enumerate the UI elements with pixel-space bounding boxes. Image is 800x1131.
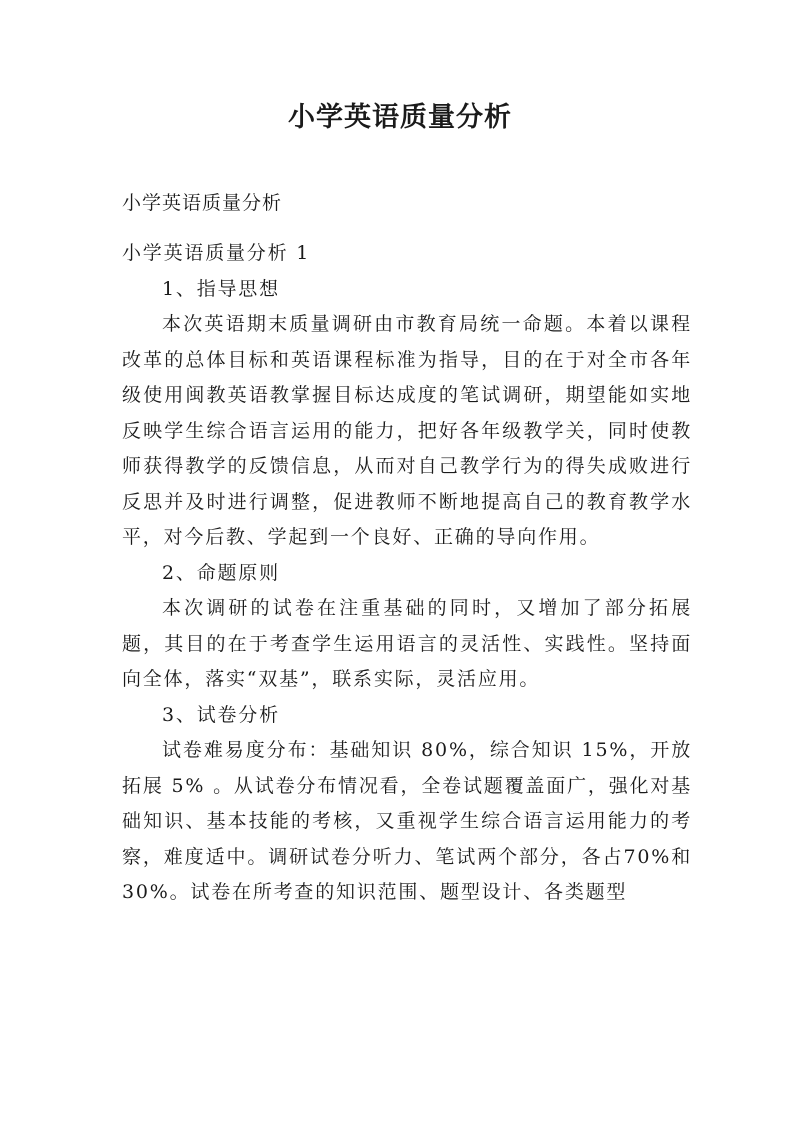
document-title: 小学英语质量分析 — [288, 102, 512, 133]
document-subtitle: 小学英语质量分析 — [122, 192, 283, 214]
document-body — [122, 236, 692, 911]
heading-paper-analysis: 3、试卷分析 — [162, 703, 280, 726]
heading-proposition-principles: 2、命题原则 — [162, 561, 280, 584]
section-title: 小学英语质量分析 1 — [122, 242, 311, 264]
paragraph-paper-analysis: 试卷难易度分布：基础知识 80%，综合知识 15%，开放拓展 5% 。从试卷分布情况看，全卷试题覆盖面广，强化对基础知识、基本技能的考核，又重视学生综合语言运用能力的考察，难度适中。调研试卷分听力、笔试两个部分，各占70%和 30%。试卷在所考查的知识范围、题型设计、各类题型 — [122, 739, 692, 903]
paragraph-guiding-ideology: 本次英语期末质量调研由市教育局统一命题。本着以课程改革的总体目标和英语课程标准为指导，目的在于对全市各年级使用闽教英语教掌握目标达成度的笔试调研，期望能如实地反映学生综合语言运用的能力，把好各年级教学关，同时使教师获得教学的反馈信息，从而对自己教学行为的得失成败进行反思并及时进行调整，促进教师不断地提高自己的教育教学水平，对今后教、学起到一个良好、正确的导向作用。 — [122, 313, 692, 548]
paragraph-proposition-principles: 本次调研的试卷在注重基础的同时，又增加了部分拓展题，其目的在于考查学生运用语言的灵活性、实践性。坚持面向全体，落实“双基”，联系实际，灵活应用。 — [122, 597, 692, 690]
heading-guiding-ideology: 1、指导思想 — [162, 277, 280, 300]
